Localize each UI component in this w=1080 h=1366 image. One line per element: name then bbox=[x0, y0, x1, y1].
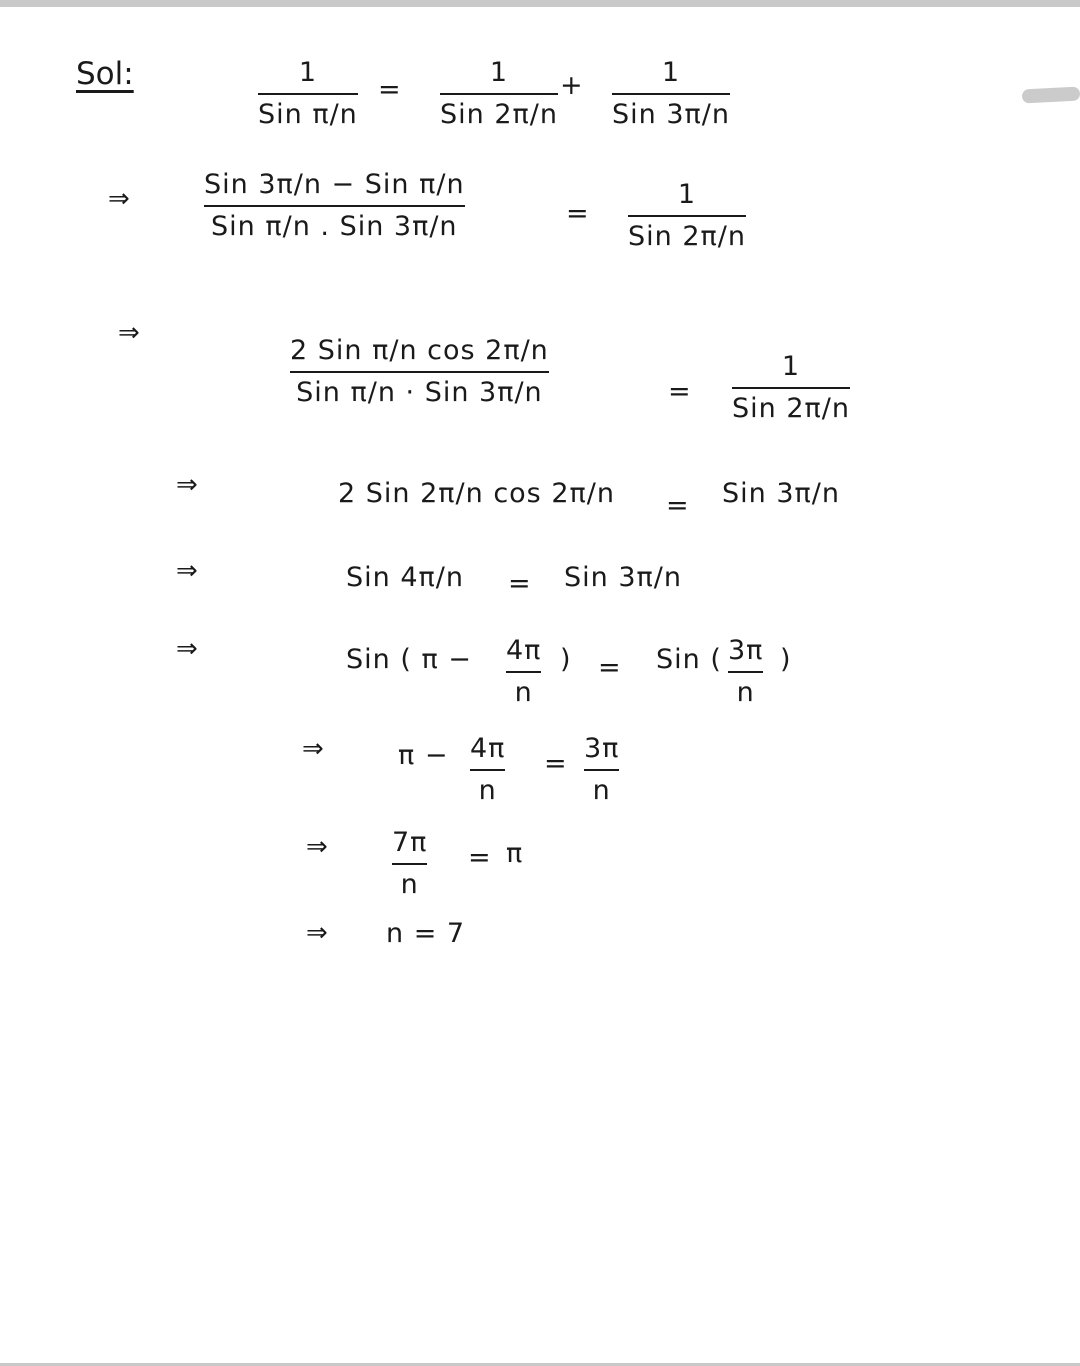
step6-rhs-fraction bbox=[728, 636, 763, 707]
step3-equals: = bbox=[668, 376, 692, 407]
step3-lhs-numerator: 2 Sin π/n cos 2π/n bbox=[290, 335, 549, 366]
fraction-bar bbox=[290, 371, 549, 373]
implies-arrow-icon: ⇒ bbox=[176, 556, 198, 586]
fraction-bar bbox=[728, 671, 763, 673]
step3-rhs-numerator: 1 bbox=[781, 351, 801, 382]
step3-rhs-denominator: Sin 2π/n bbox=[732, 392, 850, 424]
step4-equals: = bbox=[666, 490, 690, 521]
step7-equals: = bbox=[544, 748, 568, 779]
step7-lhs-denominator: n bbox=[478, 774, 497, 806]
step6-lhs-numerator: 4π bbox=[506, 635, 542, 666]
step6-lhs-suffix: ) bbox=[560, 644, 572, 675]
fraction-bar bbox=[732, 387, 850, 389]
step2-rhs-numerator: 1 bbox=[677, 179, 697, 210]
step8-lhs-fraction bbox=[392, 828, 427, 899]
step1-term2-fraction bbox=[612, 58, 730, 129]
solution-heading: Sol: bbox=[76, 56, 134, 92]
fraction-bar bbox=[204, 205, 465, 207]
step3-rhs-fraction bbox=[732, 352, 850, 423]
implies-arrow-icon: ⇒ bbox=[306, 832, 328, 862]
fraction-bar bbox=[440, 93, 558, 95]
step7-rhs-denominator: n bbox=[592, 774, 611, 806]
implies-arrow-icon: ⇒ bbox=[176, 470, 198, 500]
step2-lhs-fraction bbox=[204, 170, 465, 241]
step6-rhs-numerator: 3π bbox=[728, 635, 764, 666]
implies-arrow-icon: ⇒ bbox=[118, 318, 140, 348]
step6-rhs-prefix: Sin ( bbox=[656, 644, 722, 675]
step7-rhs-numerator: 3π bbox=[584, 733, 620, 764]
step1-lhs-numerator: 1 bbox=[298, 57, 317, 88]
page-top-border bbox=[0, 0, 1080, 7]
step1-equals: = bbox=[378, 74, 402, 105]
step3-lhs-denominator: Sin π/n · Sin 3π/n bbox=[296, 376, 543, 408]
step7-lhs-prefix: π − bbox=[398, 740, 449, 771]
fraction-bar bbox=[584, 769, 619, 771]
fraction-bar bbox=[506, 671, 541, 673]
step1-term1-fraction bbox=[440, 58, 558, 129]
final-result: n = 7 bbox=[386, 918, 466, 949]
step6-lhs-prefix: Sin ( π − bbox=[346, 644, 472, 675]
step4-lhs: 2 Sin 2π/n cos 2π/n bbox=[338, 478, 615, 509]
step7-lhs-fraction bbox=[470, 734, 505, 805]
step2-rhs-fraction bbox=[628, 180, 746, 251]
step8-lhs-numerator: 7π bbox=[392, 827, 428, 858]
step8-equals: = bbox=[468, 842, 492, 873]
step1-plus: + bbox=[560, 70, 584, 101]
step4-rhs: Sin 3π/n bbox=[722, 478, 840, 509]
step1-term1-denominator: Sin 2π/n bbox=[440, 98, 558, 130]
step1-lhs-fraction bbox=[258, 58, 358, 129]
fraction-bar bbox=[612, 93, 730, 95]
step1-term1-numerator: 1 bbox=[489, 57, 509, 88]
fraction-bar bbox=[392, 863, 427, 865]
fraction-bar bbox=[470, 769, 505, 771]
step1-term2-numerator: 1 bbox=[661, 57, 681, 88]
fraction-bar bbox=[628, 215, 746, 217]
step5-lhs: Sin 4π/n bbox=[346, 562, 464, 593]
implies-arrow-icon: ⇒ bbox=[302, 734, 324, 764]
step2-rhs-denominator: Sin 2π/n bbox=[628, 220, 746, 252]
step6-equals: = bbox=[598, 652, 622, 683]
step7-rhs-fraction bbox=[584, 734, 619, 805]
step3-lhs-fraction bbox=[290, 336, 549, 407]
step6-rhs-suffix: ) bbox=[780, 644, 792, 675]
step2-lhs-denominator: Sin π/n . Sin 3π/n bbox=[211, 210, 458, 242]
step2-equals: = bbox=[566, 198, 590, 229]
step6-lhs-fraction bbox=[506, 636, 541, 707]
fraction-bar bbox=[258, 93, 358, 95]
implies-arrow-icon: ⇒ bbox=[108, 184, 130, 214]
step6-rhs-denominator: n bbox=[736, 676, 755, 708]
implies-arrow-icon: ⇒ bbox=[306, 918, 328, 948]
implies-arrow-icon: ⇒ bbox=[176, 634, 198, 664]
step5-rhs: Sin 3π/n bbox=[564, 562, 682, 593]
step5-equals: = bbox=[508, 568, 532, 599]
step1-lhs-denominator: Sin π/n bbox=[258, 98, 358, 130]
step7-lhs-numerator: 4π bbox=[470, 733, 506, 764]
scan-smudge bbox=[1022, 86, 1080, 103]
step1-term2-denominator: Sin 3π/n bbox=[612, 98, 730, 130]
step8-lhs-denominator: n bbox=[400, 868, 419, 900]
step2-lhs-numerator: Sin 3π/n − Sin π/n bbox=[204, 169, 465, 200]
step6-lhs-denominator: n bbox=[514, 676, 533, 708]
step8-rhs: π bbox=[506, 838, 524, 869]
